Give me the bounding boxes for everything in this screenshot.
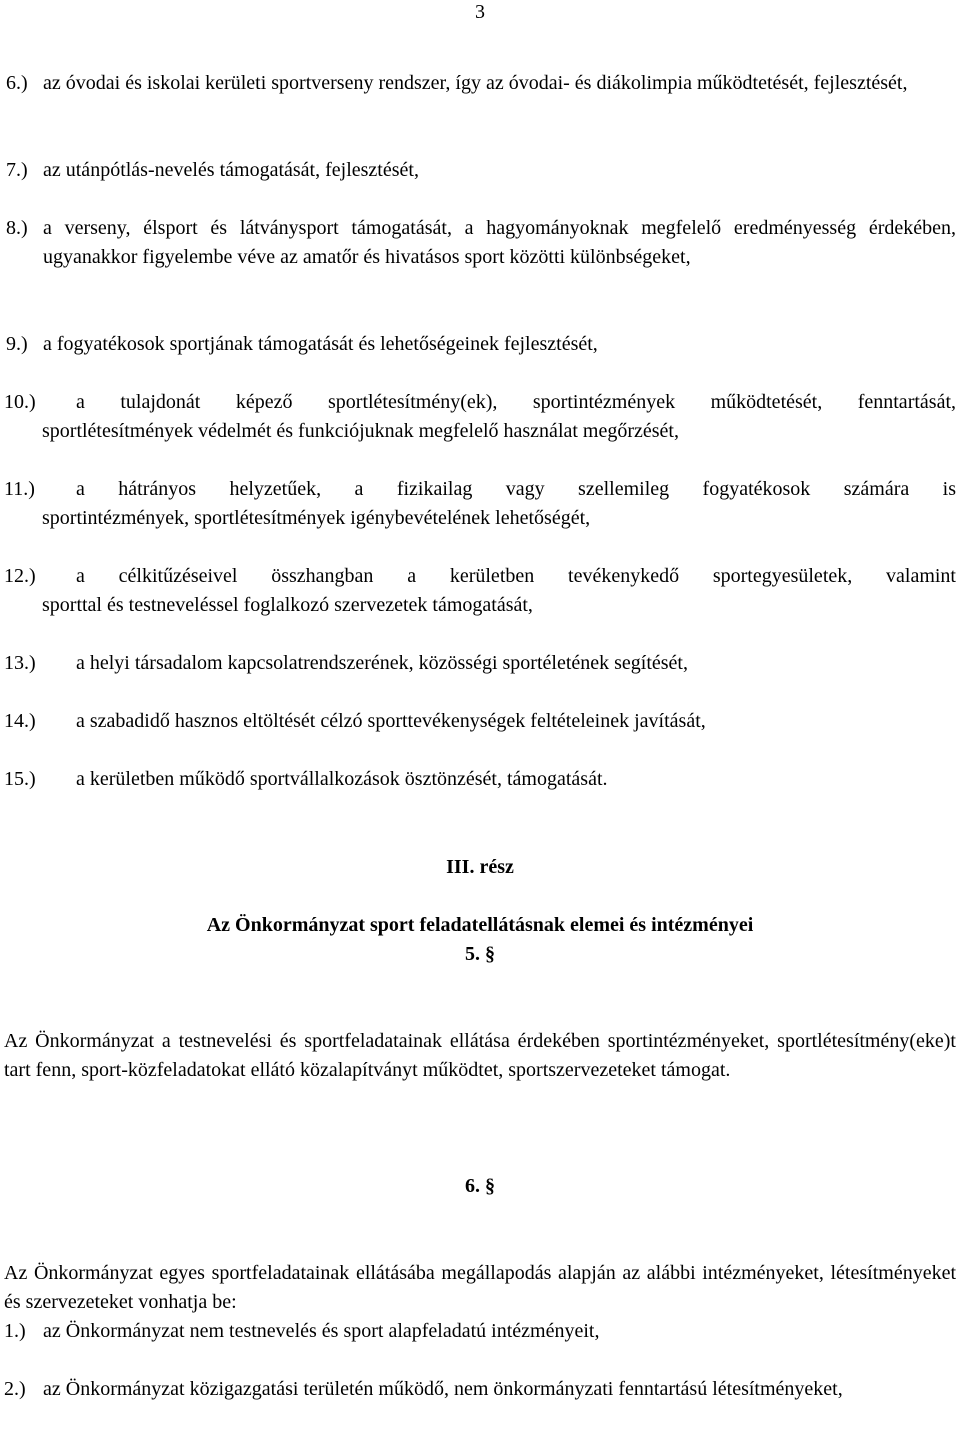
list-item-number: 8.) [6, 217, 28, 239]
list-item-text: a kerületben működő sportvállalkozások ösztönzését, támogatását. [76, 768, 608, 790]
list-item-text: a fogyatékosok sportjának támogatását és lehetőségeinek fejlesztését, [43, 333, 598, 355]
list-item [4, 765, 956, 794]
list-item-text: az Önkormányzat nem testnevelés és sport alapfeladatú intézményeit, [43, 1320, 600, 1342]
list-item-text: az Önkormányzat közigazgatási területén működő, nem önkormányzati fenntartású létesítményeket, [43, 1378, 843, 1400]
page-number: 3 [475, 1, 485, 23]
list-item-number: 10.) [4, 391, 36, 413]
list-item [4, 562, 956, 620]
list-item [0, 156, 956, 185]
list-item-text-cont: sportintézmények, sportlétesítmények igénybevételének lehetőségét, [42, 507, 591, 529]
paragraph-mark-6: 6. § [465, 1175, 495, 1197]
list-item-text: a verseny, élsport és látványsport támogatását, a hagyományoknak megfelelő eredményesség érdekében, ugyanakkor figyelembe véve az amatőr és hivatásos sport közötti különbségeket, [43, 217, 956, 268]
list-item [0, 330, 956, 359]
list-item-text-cont: sportlétesítmények védelmét és funkciójuknak megfelelő használat megőrzését, [42, 420, 679, 442]
list-item-number: 13.) [4, 652, 36, 674]
list-item-text: a tulajdonát képező sportlétesítmény(ek), sportintézmények működtetését, fenntartását, [76, 391, 956, 413]
list-item-number: 2.) [4, 1378, 26, 1400]
list-item [4, 649, 956, 678]
list-item [0, 1375, 956, 1404]
list-item [0, 1317, 956, 1346]
section-heading: Az Önkormányzat sport feladatellátásnak elemei és intézményei [206, 914, 754, 936]
list-item [4, 707, 956, 736]
paragraph-6-text: Az Önkormányzat egyes sportfeladatainak ellátásába megállapodás alapján az alábbi intézményeket, létesítményeket és szervezeteket vonhatja be: [4, 1262, 956, 1313]
list-item-number: 15.) [4, 768, 36, 790]
list-item-number: 14.) [4, 710, 36, 732]
list-item-number: 12.) [4, 565, 36, 587]
list-item-text: a hátrányos helyzetűek, a fizikailag vagy szellemileg fogyatékosok számára is [76, 478, 956, 500]
list-item [0, 214, 956, 272]
list-item-number: 11.) [4, 478, 35, 500]
paragraph-5-text: Az Önkormányzat a testnevelési és sportfeladatainak ellátása érdekében sportintézményeket, sportlétesítmény(eke)t tart fenn, sport-közfeladatokat ellátó közalapítványt működtet, sportszervezeteket támogat. [4, 1030, 956, 1081]
list-item-number: 9.) [6, 333, 28, 355]
list-item-text: az óvodai és iskolai kerületi sportverseny rendszer, így az óvodai- és diákolimpia működtetését, fejlesztését, [43, 72, 908, 94]
list-item [4, 388, 956, 446]
list-item-number: 6.) [6, 72, 28, 94]
list-item [4, 475, 956, 533]
paragraph-mark-5: 5. § [465, 943, 495, 965]
list-item-number: 7.) [6, 159, 28, 181]
list-item-number: 1.) [4, 1320, 26, 1342]
list-item [0, 69, 956, 98]
list-item-text: a szabadidő hasznos eltöltését célzó sporttevékenységek feltételeinek javítását, [76, 710, 706, 732]
list-item-text-cont: sporttal és testneveléssel foglalkozó szervezetek támogatását, [42, 594, 533, 616]
list-item-text: az utánpótlás-nevelés támogatását, fejlesztését, [43, 159, 419, 181]
part-heading: III. rész [446, 856, 514, 878]
list-item-text: a helyi társadalom kapcsolatrendszerének, közösségi sportéletének segítését, [76, 652, 688, 674]
list-item-text: a célkitűzéseivel összhangban a kerületben tevékenykedő sportegyesületek, valamint [76, 565, 956, 587]
